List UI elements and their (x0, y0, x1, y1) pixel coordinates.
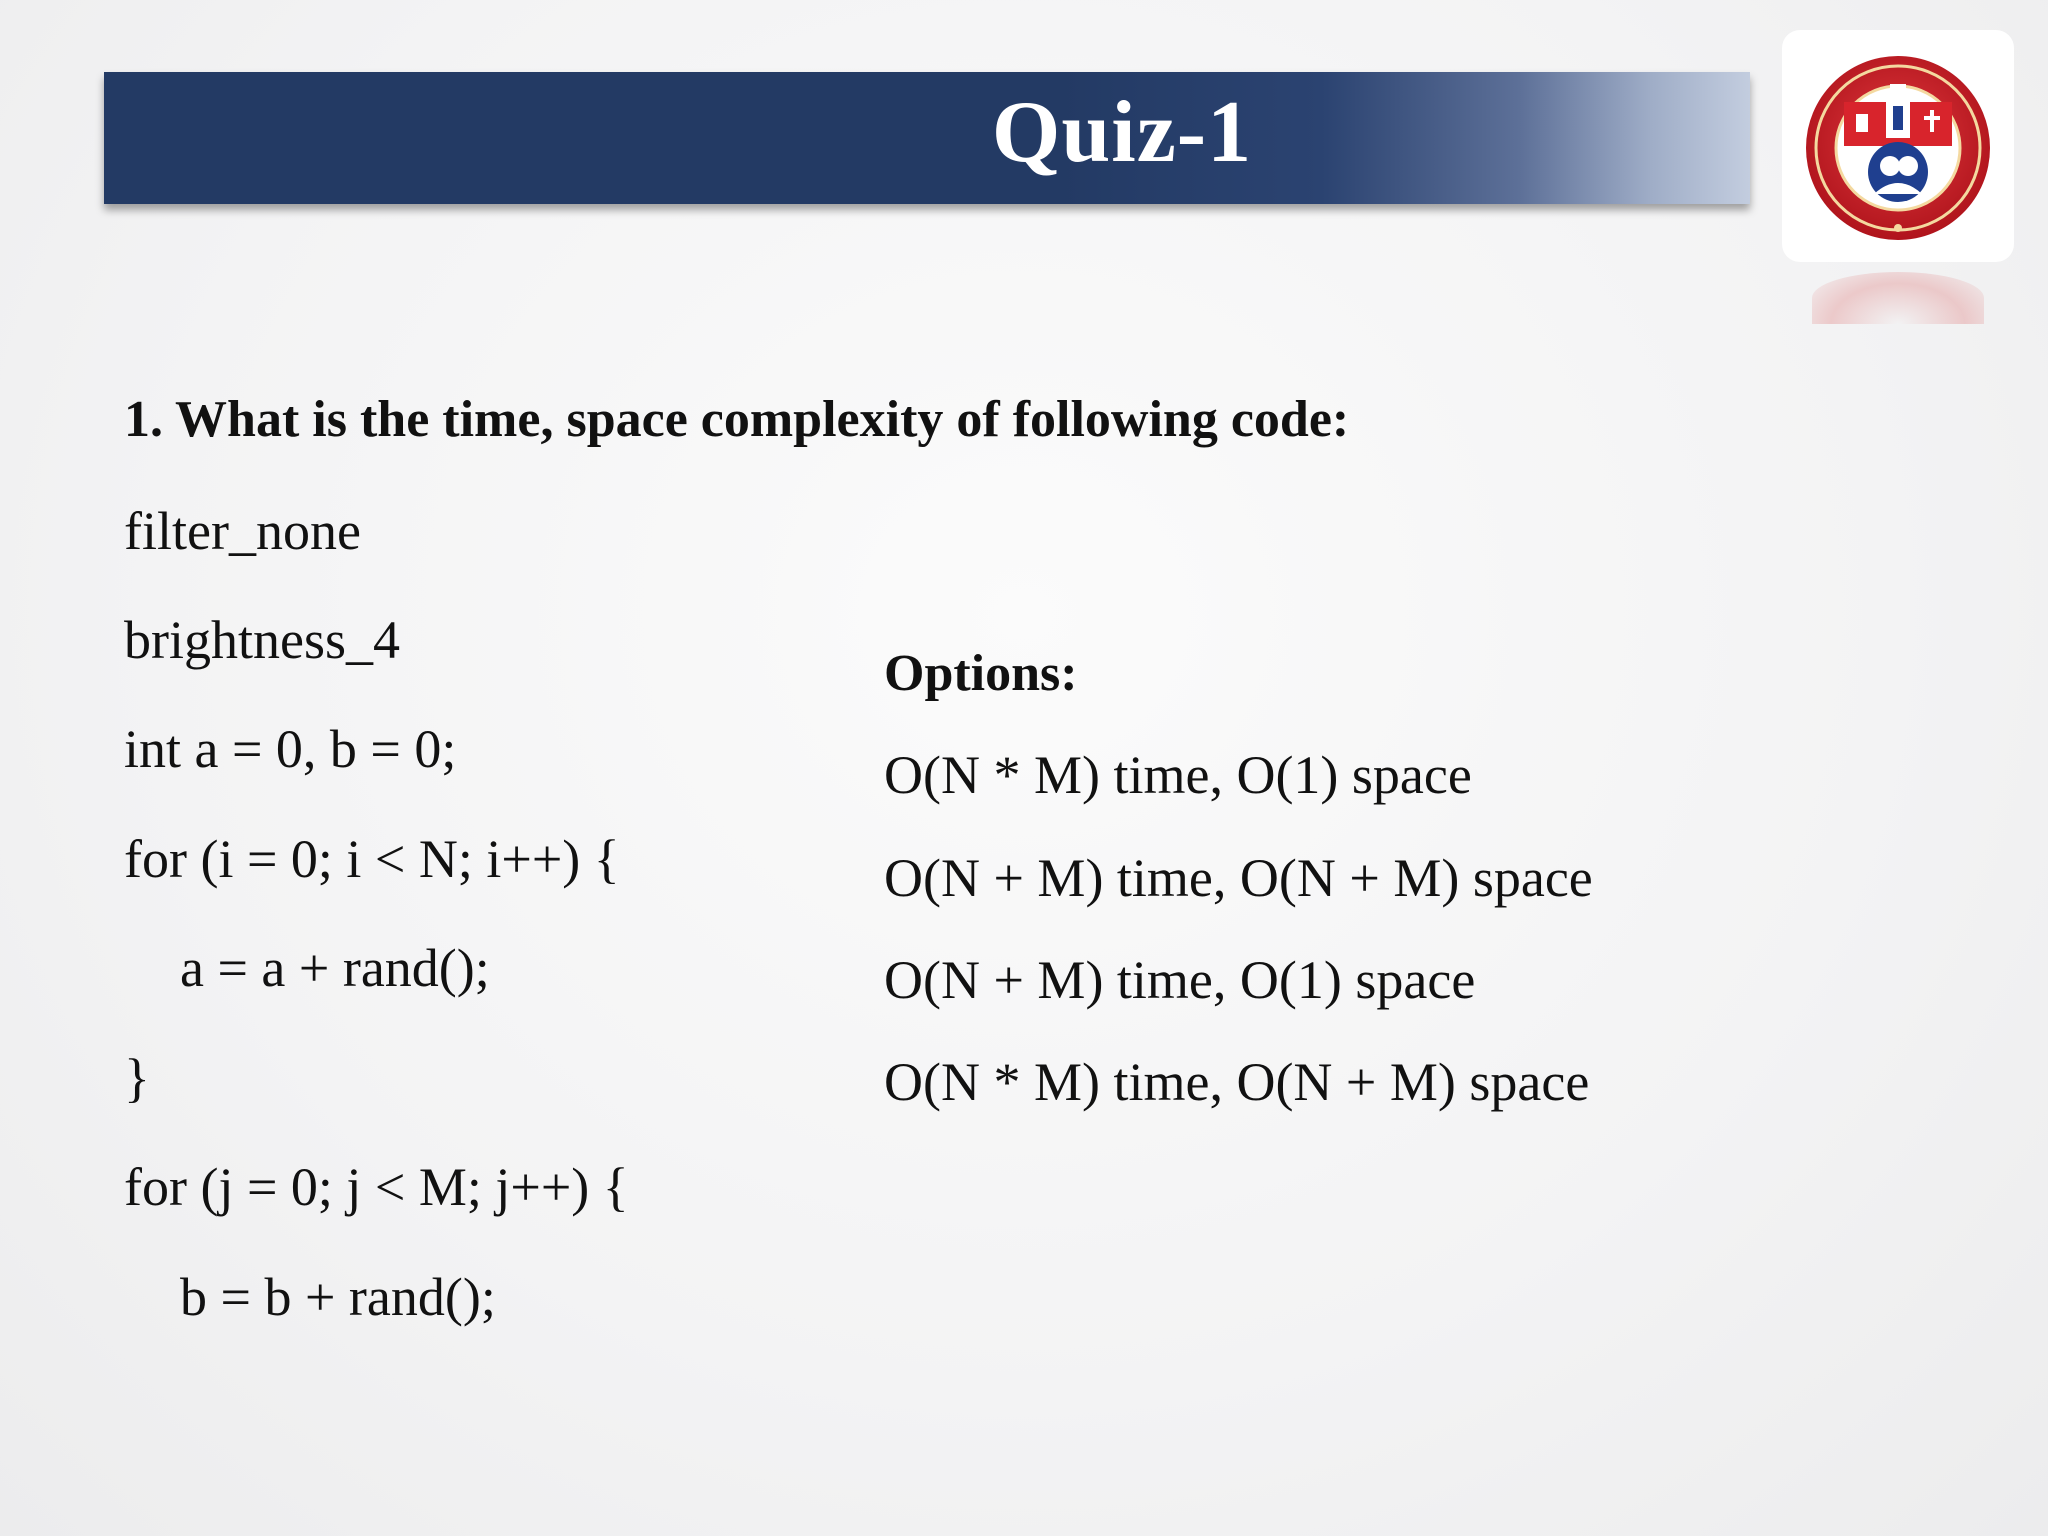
code-line: for (j = 0; j < M; j++) { (124, 1157, 629, 1217)
institute-seal-icon (1794, 54, 2002, 242)
code-line: b = b + rand(); (180, 1267, 496, 1327)
question-text: 1. What is the time, space complexity of following code: (124, 391, 1350, 448)
slide-title: Quiz-1 (991, 84, 1253, 181)
code-line: } (124, 1048, 150, 1108)
code-line: int a = 0, b = 0; (124, 719, 457, 779)
institute-logo (1782, 30, 2014, 262)
option-item: O(N + M) time, O(1) space (884, 950, 1476, 1010)
option-item: O(N * M) time, O(1) space (884, 745, 1472, 805)
title-bar (104, 72, 1750, 204)
option-item: O(N * M) time, O(N + M) space (884, 1052, 1590, 1112)
code-line: filter_none (124, 501, 361, 561)
options-heading: Options: (884, 645, 1078, 702)
code-line: brightness_4 (124, 610, 400, 670)
logo-reflection (1812, 272, 1984, 324)
code-line: for (i = 0; i < N; i++) { (124, 829, 620, 889)
code-line: a = a + rand(); (180, 938, 490, 998)
option-item: O(N + M) time, O(N + M) space (884, 848, 1593, 908)
